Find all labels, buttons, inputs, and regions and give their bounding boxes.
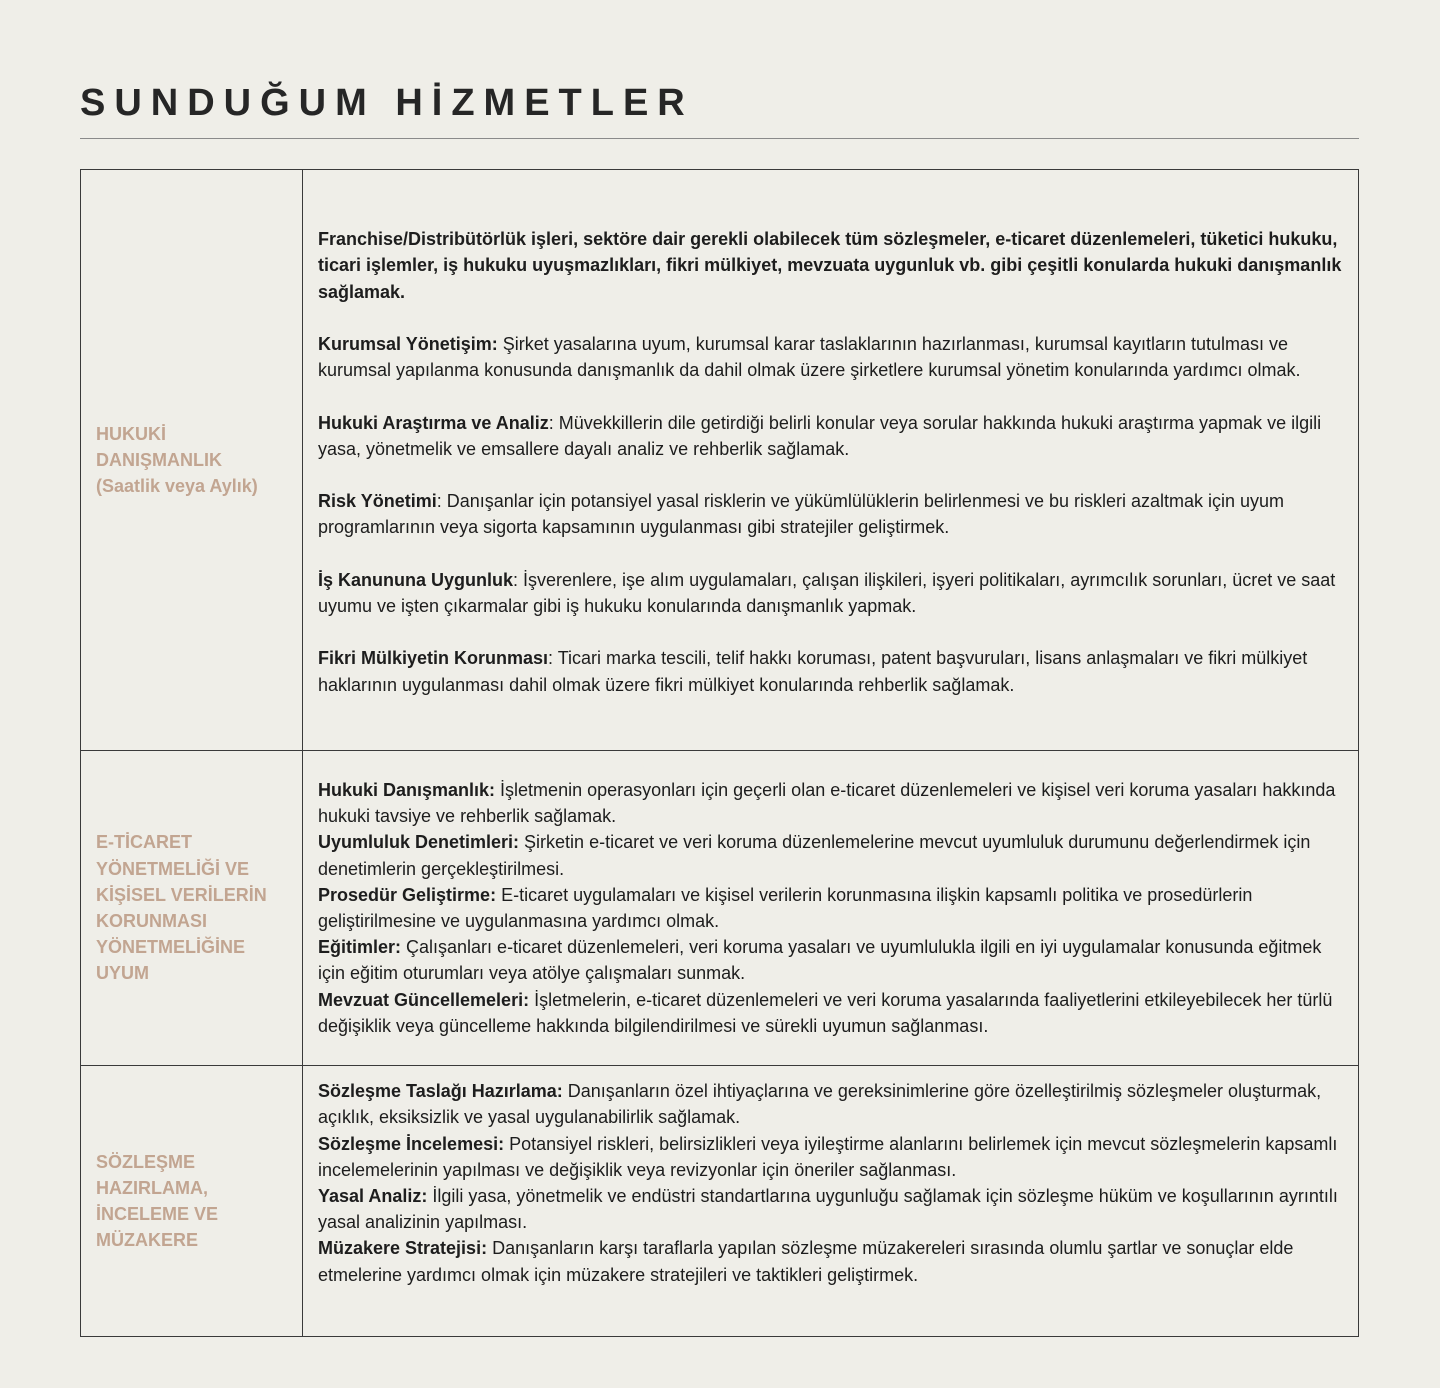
service-item — [318, 645, 1348, 697]
service-item — [318, 987, 1348, 1039]
service-item — [318, 882, 1348, 934]
service-item — [318, 829, 1348, 881]
category-label — [81, 1149, 302, 1254]
service-item — [318, 934, 1348, 986]
item-text: Şirket yasalarına uyum, kurumsal karar taslaklarının hazırlanması, kurumsal kayıtların tutulması ve kurumsal yapılanma konusunda danışmanlık da dahil olmak üzere şirketlere kurumsal yönetim konularında yardımcı olmak. — [318, 334, 1301, 381]
title-divider — [80, 138, 1359, 139]
service-item — [318, 410, 1348, 462]
item-term: Sözleşme Taslağı Hazırlama: — [318, 1081, 563, 1102]
item-text: İlgili yasa, yönetmelik ve endüstri standartlarına uygunluğu sağlamak için sözleşme hüküm ve koşullarının ayrıntılı yasal analizinin yapılması. — [318, 1186, 1338, 1233]
category-line: İNCELEME VE — [96, 1204, 219, 1224]
service-description — [303, 1078, 1358, 1324]
service-row-contracts — [81, 1066, 1359, 1337]
item-text: Danışanların özel ihtiyaçlarına ve gereksinimlerine göre özelleştirilmiş sözleşmeler oluşturmak, açıklık, eksiksizlik ve yasal uygulanabilirlik sağlamak. — [318, 1081, 1322, 1128]
item-term: Prosedür Geliştirme: — [318, 884, 497, 905]
item-term: Eğitimler: — [318, 937, 402, 958]
page-title: SUNDUĞUM HİZMETLER — [80, 82, 694, 124]
category-line: E-TİCARET — [96, 832, 192, 853]
item-term: Kurumsal Yönetişim: — [318, 334, 498, 354]
item-text: Potansiyel riskleri, belirsizlikleri veya iyileştirme alanlarını belirlemek için mevcut sözleşmelerin kapsamlı incelemelerinin yapılması ve değişiklik veya revizyonlar için öneriler sağlanması. — [318, 1133, 1338, 1180]
service-item — [318, 1078, 1348, 1130]
item-text: E-ticaret uygulamaları ve kişisel verilerin korunmasına ilişkin kapsamlı politika ve prosedürlerin geliştirilmesine ve uygulanmasına yardımcı olmak. — [318, 884, 1253, 931]
item-text: İşletmelerin, e-ticaret düzenlemeleri ve veri koruma yasalarında faaliyetlerini etkileyebilecek her türlü değişiklik veya güncelleme hakkında bilgilendirilmesi ve sürekli uyumun sağlanması. — [318, 989, 1333, 1036]
category-line: KORUNMASI — [96, 911, 207, 931]
services-table — [80, 169, 1359, 1337]
category-cell — [81, 170, 303, 751]
description-cell — [303, 751, 1359, 1066]
category-line: DANIŞMANLIK — [96, 449, 222, 470]
item-text: : Danışanlar için potansiyel yasal risklerin ve yükümlülüklerin belirlenmesi ve bu riskleri azaltmak için uyum programlarının veya sigorta kapsamının uygulanması gibi stratejiler geliştirmek. — [318, 491, 1285, 538]
description-cell — [303, 1066, 1359, 1337]
item-text: : İşverenlere, işe alım uygulamaları, çalışan ilişkileri, işyeri politikaları, ayrımcılık sorunları, ücret ve saat uyumu ve işten çıkarmalar gibi iş hukuku konularında danışmanlık yapmak. — [318, 569, 1336, 616]
service-item — [318, 331, 1348, 383]
category-line: KİŞİSEL VERİLERİN — [96, 884, 267, 905]
item-text: Danışanların karşı taraflarla yapılan sözleşme müzakereleri sırasında olumlu şartlar ve sonuçlar elde etmelerine yardımcı olmak için müzakere stratejileri ve taktikleri geliştirmek. — [318, 1238, 1294, 1285]
category-line: HUKUKİ — [96, 423, 166, 444]
service-item — [318, 488, 1348, 540]
category-line: MÜZAKERE — [96, 1230, 198, 1251]
item-term: Risk Yönetimi — [318, 491, 437, 512]
category-cell — [81, 1066, 303, 1337]
service-item — [318, 1183, 1348, 1235]
category-line: (Saatlik veya Aylık) — [96, 476, 258, 497]
item-text: : Ticari marka tescili, telif hakkı koruması, patent başvuruları, lisans anlaşmaları ve fikri mülkiyet haklarının uygulanması dahil olmak üzere fikri mülkiyet konularında rehberlik sağlamak. — [318, 648, 1308, 695]
item-text: Çalışanları e-ticaret düzenlemeleri, veri koruma yasaları ve uyumlulukla ilgili en iyi uygulamalar konusunda eğitmek için eğitim oturumları veya atölye çalışmaları sunmak. — [318, 937, 1322, 984]
item-term: Yasal Analiz: — [318, 1186, 428, 1206]
category-line: YÖNETMELİĞİ VE — [96, 858, 250, 879]
item-term: İş Kanununa Uygunluk — [318, 569, 514, 590]
description-cell — [303, 170, 1359, 751]
service-item — [318, 777, 1348, 829]
service-item — [318, 567, 1348, 619]
intro-text: Franchise/Distribütörlük işleri, sektöre dair gerekli olabilecek tüm sözleşmeler, e-ticaret düzenlemeleri, tüketici hukuku, ticari işlemler, iş hukuku uyuşmazlıkları, fikri mülkiyet, mevzuata uygunluk vb. gibi çeşitli konularda hukuki danışmanlık sağlamak. — [318, 229, 1342, 302]
category-line: YÖNETMELİĞİNE — [96, 937, 246, 958]
item-term: Sözleşme İncelemesi: — [318, 1133, 505, 1154]
item-text: : Müvekkillerin dile getirdiği belirli konular veya sorular hakkında hukuki araştırma yapmak ve ilgili yasa, yönetmelik ve emsallere dayalı analiz ve rehberlik sağlamak. — [318, 412, 1322, 459]
service-row-legal-consulting — [81, 170, 1359, 751]
category-line: SÖZLEŞME — [96, 1151, 196, 1172]
item-text: Şirketin e-ticaret ve veri koruma düzenlemelerine mevcut uyumluluk durumunu değerlendirmek için denetimlerin gerçekleştirilmesi. — [318, 832, 1311, 879]
item-term: Fikri Mülkiyetin Korunması — [318, 648, 549, 669]
intro-paragraph — [318, 226, 1348, 305]
service-row-eticaret-kvkk — [81, 751, 1359, 1066]
category-label — [81, 829, 302, 986]
service-description — [303, 222, 1358, 698]
item-term: Mevzuat Güncellemeleri: — [318, 989, 530, 1010]
category-label — [81, 421, 302, 500]
service-item — [318, 1131, 1348, 1183]
service-item — [318, 1235, 1348, 1287]
category-line: UYUM — [96, 963, 149, 984]
category-line: HAZIRLAMA, — [96, 1177, 208, 1198]
item-term: Hukuki Araştırma ve Analiz — [318, 412, 549, 433]
item-term: Müzakere Stratejisi: — [318, 1238, 488, 1259]
category-cell — [81, 751, 303, 1066]
item-term: Hukuki Danışmanlık: — [318, 779, 496, 800]
item-term: Uyumluluk Denetimleri: — [318, 832, 520, 853]
service-description — [303, 777, 1358, 1039]
item-text: İşletmenin operasyonları için geçerli olan e-ticaret düzenlemeleri ve kişisel veri koruma yasaları hakkında hukuki tavsiye ve rehberlik sağlamak. — [318, 779, 1336, 827]
